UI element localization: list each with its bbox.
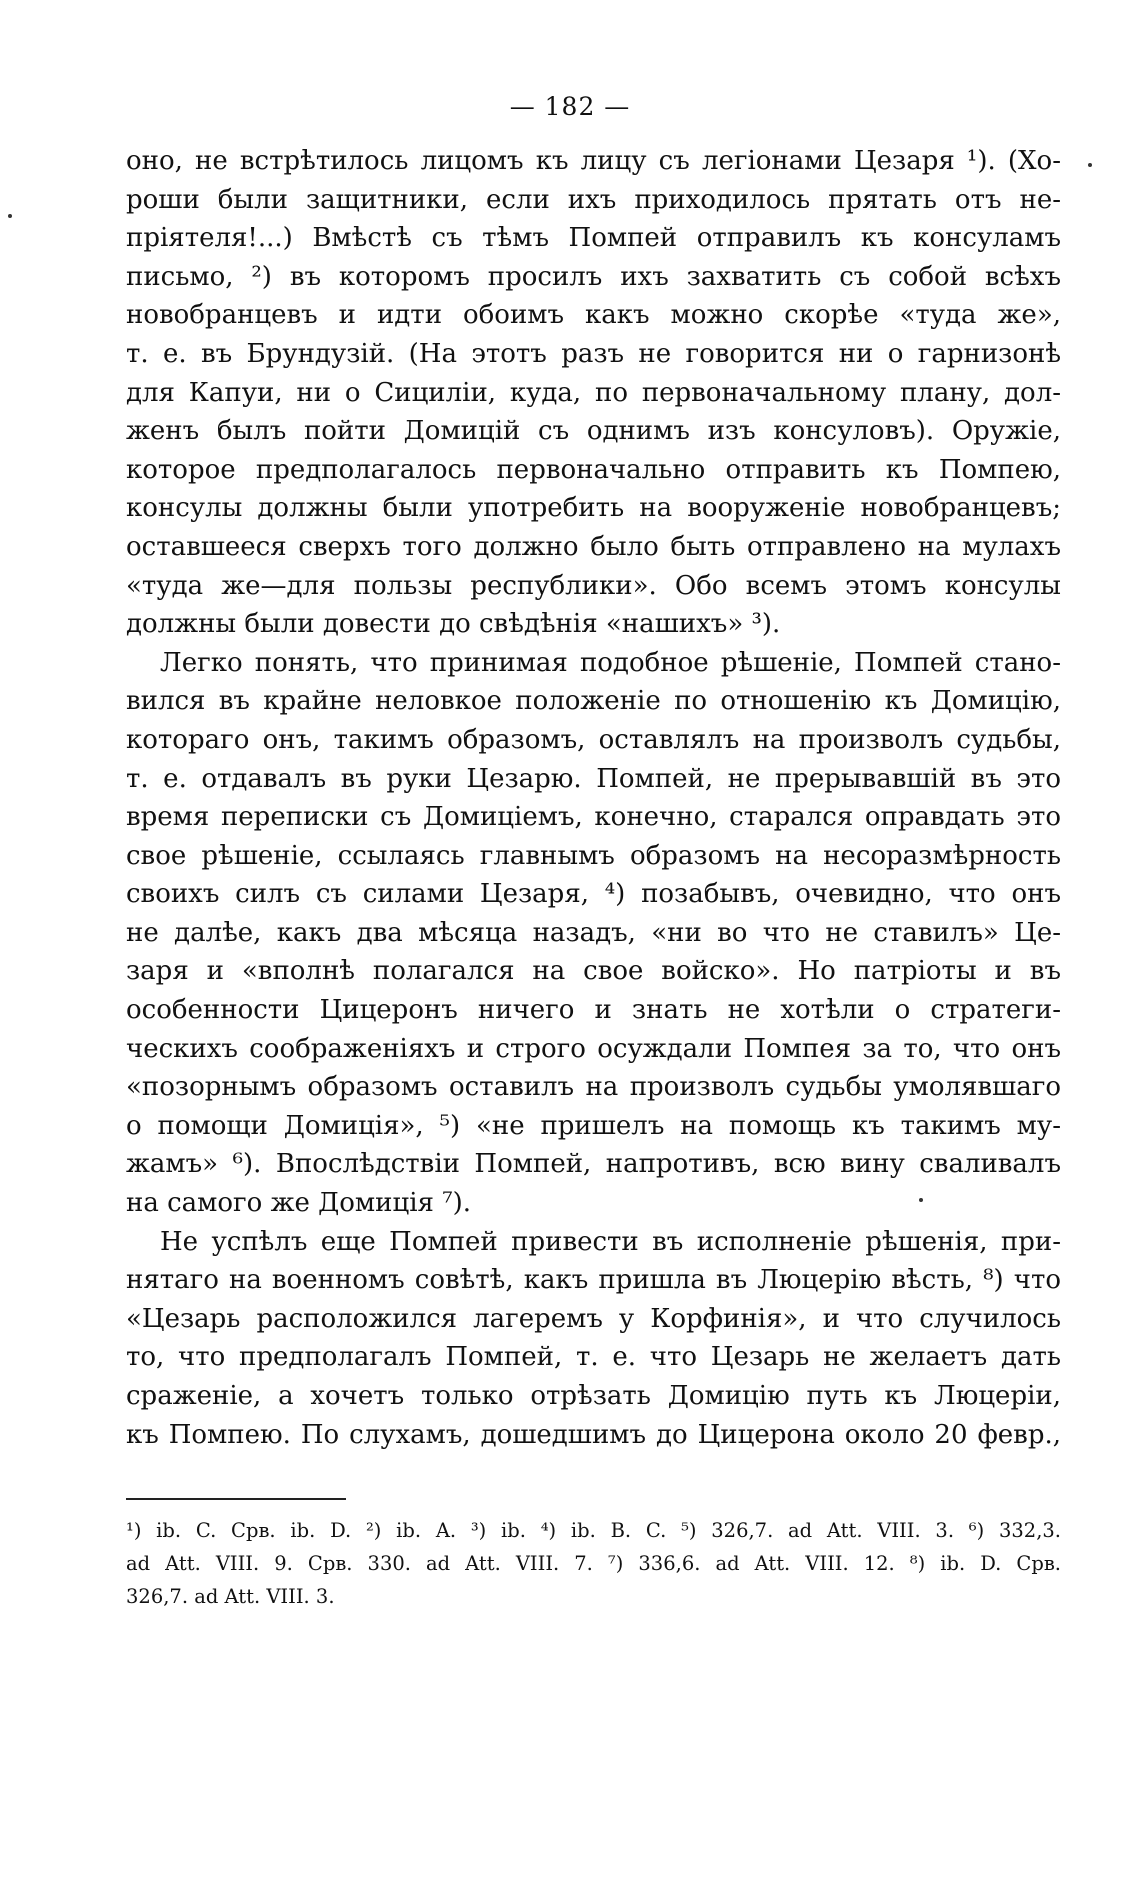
ink-speck xyxy=(8,214,12,218)
text-line: ческихъ соображеніяхъ и строго осуждали Помпея за то, что онъ xyxy=(126,1033,1061,1064)
text-line: роши были защитники, если ихъ приходилось прятать отъ не- xyxy=(126,184,1061,215)
text-line: женъ былъ пойти Домицій съ однимъ изъ консуловъ). Оружіе, xyxy=(126,416,1061,447)
footnote-line: 326,7. ad Att. VIII. 3. xyxy=(126,1585,335,1608)
text-line: жамъ» ⁶). Впослѣдствіи Помпей, напротивъ, всю вину сваливалъ xyxy=(126,1149,1061,1180)
text-line: письмо, ²) въ которомъ просилъ ихъ захватить съ собой всѣхъ xyxy=(126,261,1061,292)
text-line: свое рѣшеніе, ссылаясь главнымъ образомъ на несоразмѣрность xyxy=(126,840,1061,871)
text-line: сраженіе, а хочетъ только отрѣзать Домицію путь къ Люцеріи, xyxy=(126,1381,1061,1411)
text-line: не далѣе, какъ два мѣсяца назадъ, «ни во что не ставилъ» Це- xyxy=(126,917,1061,948)
text-line: «туда же—для пользы республики». Обо всемъ этомъ консулы xyxy=(126,570,1061,601)
main-text xyxy=(126,142,1061,1454)
text-line: котораго онъ, такимъ образомъ, оставлялъ на произволъ судьбы, xyxy=(126,724,1061,755)
text-line: должны были довести до свѣдѣнія «нашихъ» ³). xyxy=(126,609,781,640)
text-line: оставшееся сверхъ того должно было быть отправлено на мулахъ xyxy=(126,531,1061,562)
text-line: для Капуи, ни о Сициліи, куда, по первоначальному плану, дол- xyxy=(126,377,1061,408)
text-line: консулы должны были употребить на вооруженіе новобранцевъ; xyxy=(126,493,1061,524)
text-line: Легко понять, что принимая подобное рѣшеніе, Помпей стано- xyxy=(160,647,1061,678)
text-line: на самого же Домиція ⁷). xyxy=(126,1188,472,1219)
text-line: Не успѣлъ еще Помпей привести въ исполненіе рѣшенія, при- xyxy=(160,1226,1061,1257)
text-line: т. е. отдавалъ въ руки Цезарю. Помпей, не прерывавшій въ это xyxy=(126,763,1061,794)
footnotes xyxy=(126,1514,1061,1613)
ink-speck xyxy=(919,1198,923,1202)
text-line: которое предполагалось первоначально отправить къ Помпею, xyxy=(126,454,1061,485)
text-line: заря и «вполнѣ полагался на свое войско». Но патріоты и въ xyxy=(126,956,1061,987)
text-line: къ Помпею. По слухамъ, дошедшимъ до Цицерона около 20 февр., xyxy=(126,1419,1061,1450)
text-line: «Цезарь расположился лагеремъ у Корфинія», и что случилось xyxy=(126,1303,1061,1334)
footnote-line: ¹) ib. C. Срв. ib. D. ²) ib. A. ³) ib. ⁴) ib. B. C. ⁵) 326,7. ad Att. VIII. 3. ⁶) 332,3. xyxy=(126,1519,1061,1542)
page-number: — 182 — xyxy=(509,92,631,121)
text-line: особенности Цицеронъ ничего и знать не хотѣли о стратеги- xyxy=(126,995,1061,1026)
footnote-line: ad Att. VIII. 9. Срв. 330. ad Att. VIII. 7. ⁷) 336,6. ad Att. VIII. 12. ⁸) ib. D. Срв. xyxy=(126,1552,1061,1575)
text-line: вился въ крайне неловкое положеніе по отношенію къ Домицію, xyxy=(126,686,1061,717)
text-line: время переписки съ Домиціемъ, конечно, старался оправдать это xyxy=(126,802,1061,833)
ink-speck xyxy=(1088,163,1092,167)
text-line: своихъ силъ съ силами Цезаря, ⁴) позабывъ, очевидно, что онъ xyxy=(126,879,1061,910)
text-line: нятаго на военномъ совѣтѣ, какъ пришла въ Люцерію вѣсть, ⁸) что xyxy=(126,1265,1061,1296)
text-line: о помощи Домиція», ⁵) «не пришелъ на помощь къ такимъ му- xyxy=(126,1110,1061,1141)
text-line: «позорнымъ образомъ оставилъ на произволъ судьбы умолявшаго xyxy=(126,1072,1061,1103)
text-line: то, что предполагалъ Помпей, т. е. что Цезарь не желаетъ дать xyxy=(126,1342,1061,1373)
text-line: пріятеля!...) Вмѣстѣ съ тѣмъ Помпей отправилъ къ консуламъ xyxy=(126,223,1061,254)
text-line: оно, не встрѣтилось лицомъ къ лицу съ легіонами Цезаря ¹). (Хо- xyxy=(126,146,1061,176)
footnote-divider xyxy=(126,1498,346,1500)
text-line: т. е. въ Брундузій. (На этотъ разъ не говорится ни о гарнизонѣ xyxy=(126,338,1061,369)
text-line: новобранцевъ и идти обоимъ какъ можно скорѣе «туда же», xyxy=(126,300,1061,331)
